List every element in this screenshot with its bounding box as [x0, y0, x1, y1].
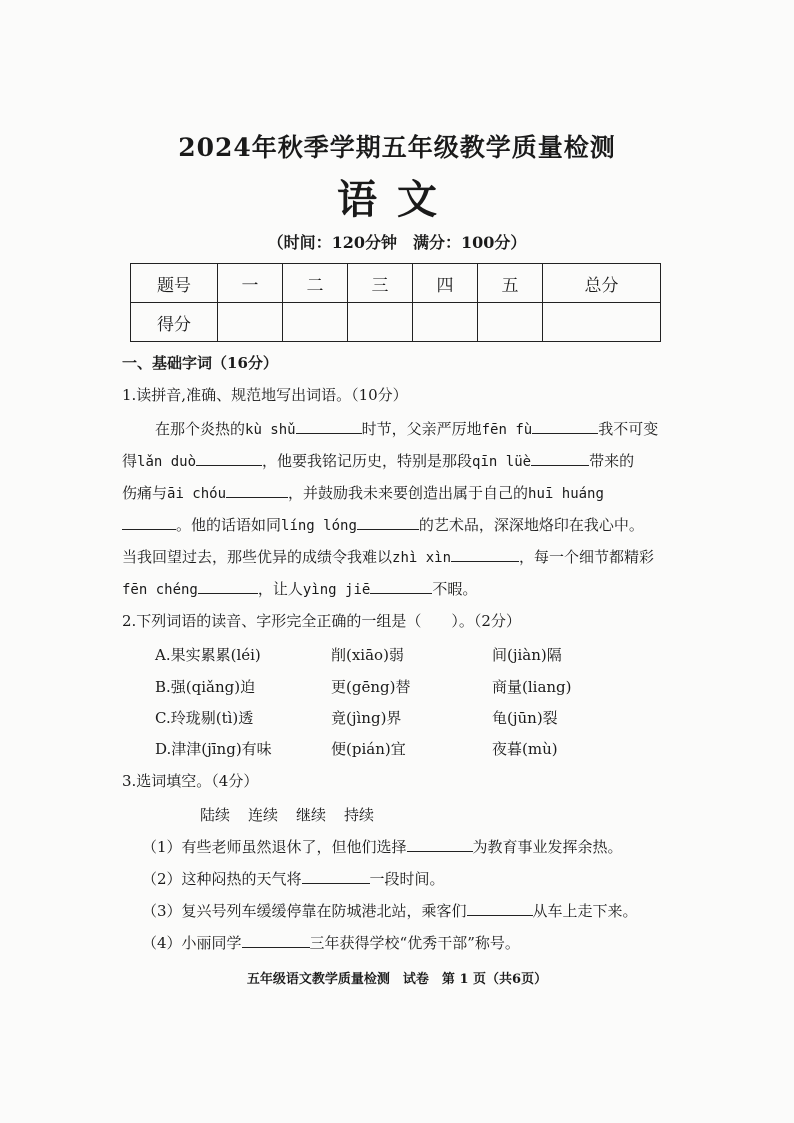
exam-title: 2024年秋季学期五年级教学质量检测: [178, 133, 616, 162]
q1-line-5: [122, 546, 654, 567]
text: 为教育事业发挥余热。: [472, 838, 623, 856]
word-choice: 持续: [344, 806, 375, 824]
text: 得: [122, 452, 138, 470]
score-table-header-row: [131, 264, 661, 303]
score-table-score-row: [131, 303, 661, 342]
pinyin: huī huáng: [528, 486, 604, 502]
table-cell: 四: [413, 264, 478, 303]
pinyin: lǎn duò: [137, 454, 197, 470]
text: （4）小丽同学: [142, 934, 242, 952]
q1-heading: 1.读拼音,准确、规范地写出词语。（10分）: [122, 386, 408, 404]
text: （3）复兴号列车缓缓停靠在防城港北站，乘客们: [142, 902, 467, 920]
score-entry-cell: [283, 303, 348, 342]
table-cell: 一: [218, 264, 283, 303]
score-entry-cell: [478, 303, 543, 342]
pinyin: fēn fù: [481, 422, 533, 438]
answer-blank[interactable]: [196, 451, 262, 466]
answer-blank[interactable]: [531, 451, 589, 466]
answer-blank[interactable]: [302, 869, 370, 884]
q1-line-6: [122, 578, 477, 599]
answer-blank[interactable]: [451, 547, 519, 562]
pinyin: āi chóu: [167, 486, 227, 502]
q2-heading: 2.下列词语的读音、字形完全正确的一组是（ ）。（2分）: [122, 612, 521, 630]
q2-option-b-word2: 更(gēng)替: [331, 678, 411, 696]
pinyin: fēn chéng: [122, 582, 198, 598]
answer-blank[interactable]: [242, 933, 310, 948]
text: 带来的: [589, 452, 635, 470]
score-entry-cell: [218, 303, 283, 342]
subject-title: 语文: [337, 176, 457, 223]
text: 从车上走下来。: [532, 902, 638, 920]
answer-blank[interactable]: [357, 515, 419, 530]
text: ，他要我铭记历史，特别是那段: [262, 452, 473, 470]
q2-option-d-word3: 夜暮(mù): [492, 740, 558, 758]
pinyin: qīn lüè: [472, 454, 532, 470]
table-cell: 二: [283, 264, 348, 303]
q2-option-d-word2: 便(pián)宜: [331, 740, 406, 758]
q3-sentence-3: [142, 900, 638, 921]
word-choice: 连续: [248, 806, 279, 824]
text: 不暇。: [432, 580, 478, 598]
q3-heading: 3.选词填空。（4分）: [122, 772, 259, 790]
text: ，每一个细节都精彩: [519, 548, 655, 566]
text: 在那个炎热的: [155, 420, 246, 438]
pinyin: zhì xìn: [392, 550, 452, 566]
q1-line-3: [122, 482, 604, 503]
pinyin: líng lóng: [281, 518, 357, 534]
q2-option-b-word3: 商量(liang): [492, 678, 572, 696]
text: 伤痛与: [122, 484, 168, 502]
table-cell: 总分: [543, 264, 661, 303]
q2-option-a-word2: 削(xiāo)弱: [331, 646, 404, 664]
table-cell: 五: [478, 264, 543, 303]
answer-blank[interactable]: [122, 515, 176, 530]
q3-word-bank: [200, 804, 392, 825]
q2-option-a-word3: 间(jiàn)隔: [492, 646, 562, 664]
text: 时节，父亲严厉地: [361, 420, 482, 438]
answer-blank[interactable]: [198, 579, 258, 594]
q1-line-2: [122, 450, 634, 471]
text: ，让人: [257, 580, 303, 598]
q1-line-4: [122, 514, 644, 535]
q2-option-c-word1[interactable]: C.玲珑剔(tì)透: [155, 709, 254, 727]
word-choice: 陆续: [200, 806, 231, 824]
answer-blank[interactable]: [407, 837, 473, 852]
text: 。他的话语如同: [176, 516, 282, 534]
word-choice: 继续: [296, 806, 327, 824]
pinyin: kù shǔ: [245, 422, 296, 438]
table-cell: 题号: [131, 264, 218, 303]
text: （2）这种闷热的天气将: [142, 870, 302, 888]
time-score-info: （时间：120分钟 满分：100分）: [267, 233, 527, 252]
score-table: [130, 263, 661, 342]
q3-sentence-1: [142, 836, 623, 857]
q2-option-b-word1[interactable]: B.强(qiǎng)迫: [155, 678, 256, 696]
text: 一段时间。: [369, 870, 445, 888]
q3-sentence-2: [142, 868, 445, 889]
text: ，并鼓励我未来要创造出属于自己的: [288, 484, 529, 502]
text: 的艺术品，深深地烙印在我心中。: [418, 516, 644, 534]
page-footer: 五年级语文教学质量检测 试卷 第 1 页（共6页）: [246, 972, 548, 987]
pinyin: yìng jiē: [302, 582, 371, 598]
answer-blank[interactable]: [532, 419, 598, 434]
table-cell: 三: [348, 264, 413, 303]
q3-sentence-4: [142, 932, 520, 953]
answer-blank[interactable]: [296, 419, 362, 434]
q2-option-d-word1[interactable]: D.津津(jīng)有味: [155, 740, 272, 758]
score-entry-cell: [413, 303, 478, 342]
q2-option-c-word3: 龟(jūn)裂: [492, 709, 558, 727]
answer-blank[interactable]: [467, 901, 533, 916]
answer-blank[interactable]: [226, 483, 288, 498]
q2-option-c-word2: 竟(jìng)界: [331, 709, 402, 727]
q1-line-1: [155, 418, 658, 439]
text: （1）有些老师虽然退休了，但他们选择: [142, 838, 407, 856]
answer-blank[interactable]: [370, 579, 432, 594]
text: 当我回望过去，那些优异的成绩令我难以: [122, 548, 393, 566]
text: 我不可变: [598, 420, 659, 438]
q2-option-a-word1[interactable]: A.果实累累(léi): [155, 646, 261, 664]
table-cell: 得分: [131, 303, 218, 342]
text: 三年获得学校“优秀干部”称号。: [309, 934, 520, 952]
score-entry-cell: [348, 303, 413, 342]
section1-heading: 一、基础字词（16分）: [122, 354, 278, 372]
score-entry-cell: [543, 303, 661, 342]
